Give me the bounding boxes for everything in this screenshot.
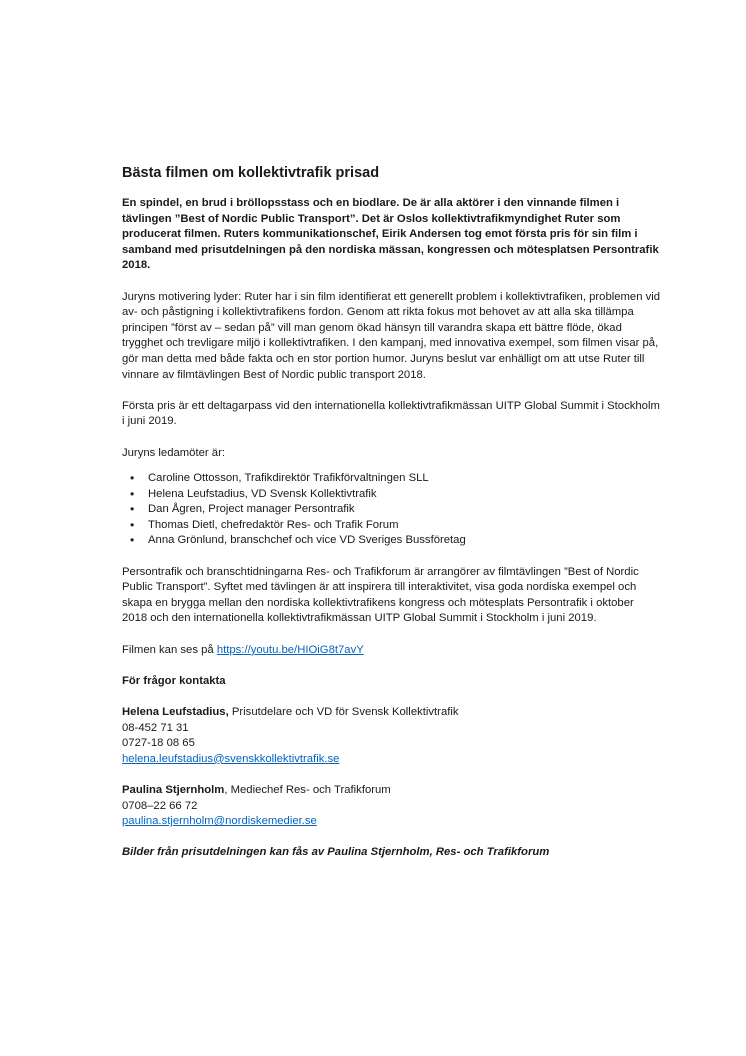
footer-note: Bilder från prisutdelningen kan fås av Paulina Stjernholm, Res- och Trafikforum [122, 846, 550, 859]
film-line [122, 643, 662, 659]
list-item: • Caroline Ottosson, Trafikdirektör Trafikförvaltningen SLL [148, 471, 662, 487]
contact-email-link[interactable]: helena.leufstadius@svenskkollektivtrafik.se [122, 752, 340, 765]
list-item: • Anna Grönlund, branschchef och vice VD Sveriges Bussföretag [148, 533, 662, 549]
contact-heading: För frågor kontakta [122, 674, 226, 687]
contact-phone: 0708–22 66 72 [122, 799, 198, 812]
article-title: Bästa filmen om kollektivtrafik prisad [122, 165, 380, 181]
jury-motivation-paragraph: Juryns motivering lyder: Ruter har i sin film identifierat ett generellt problem i kollektivtrafiken, problemen vid av- och påstigning i kollektivtrafikens fordon. Genom att rikta fokus mot behovet av att alla ska tillämpa principen ”först av – sedan på” vill man genom ökad hänsyn till varandra skapa ett bättre flöde, ökad trygghet och trevligare miljö i kollektivtrafiken. I den kampanj, med innovativa exempel, som filmen visar på, gör man detta med både fakta och en stor portion humor. Juryns beslut var enhälligt om att utse Ruter till vinnare av filmtävlingen Best of Nordic public transport 2018. [122, 290, 661, 381]
list-item: • Thomas Dietl, chefredaktör Res- och Trafik Forum [148, 518, 662, 534]
contact-name: Paulina Stjernholm [122, 783, 225, 796]
jury-intro: Juryns ledamöter är: [122, 446, 225, 459]
press-release [122, 164, 662, 877]
list-item: • Helena Leufstadius, VD Svensk Kollektivtrafik [148, 487, 662, 503]
organizers-paragraph: Persontrafik och branschtidningarna Res- och Trafikforum är arrangörer av filmtävlingen ”Best of Nordic Public Transport”. Syftet med tävlingen är att inspirera till interaktivitet, visa goda nordiska exempel och skapa en brygga mellan den nordiska kollektivtrafikens kongress och mötesplats Persontrafik i oktober 2018 och den internationella kollektivtrafikmässan UITP Global Summit i Stockholm i juni 2019. [122, 565, 639, 625]
jury-list [122, 471, 662, 549]
contact-name: Helena Leufstadius, [122, 706, 229, 718]
list-item: • Dan Ågren, Project manager Persontrafik [148, 502, 662, 518]
first-prize-paragraph: Första pris är ett deltagarpass vid den internationella kollektivtrafikmässan UITP Global Summit i Stockholm i juni 2019. [122, 399, 660, 428]
contact-role: , Mediechef Res- och Trafikforum [224, 783, 391, 796]
contact-role: Prisutdelare och VD för Svensk Kollektivtrafik [228, 706, 459, 718]
contact-email-link[interactable]: paulina.stjernholm@nordiskemedier.se [122, 815, 317, 828]
film-prefix: Filmen kan ses på [122, 643, 217, 656]
lead-paragraph: En spindel, en brud i bröllopsstass och en biodlare. De är alla aktörer i den vinnande filmen i tävlingen ”Best of Nordic Public Transport”. Det är Oslos kollektivtrafikmyndighet Ruter som producerat filmen. Ruters kommunikationschef, Eirik Andersen tog emot första pris för sin film i samband med prisutdelningen på den nordiska mässan, kongressen och mötesplatsen Persontrafik 2018. [122, 197, 659, 272]
film-link[interactable]: https://youtu.be/HIOiG8t7avY [216, 643, 364, 656]
contact-phone: 0727-18 08 65 [122, 737, 195, 750]
contact-block-helena [122, 705, 662, 767]
contact-phone: 08-452 71 31 [122, 721, 189, 734]
contact-block-paulina [122, 783, 662, 830]
